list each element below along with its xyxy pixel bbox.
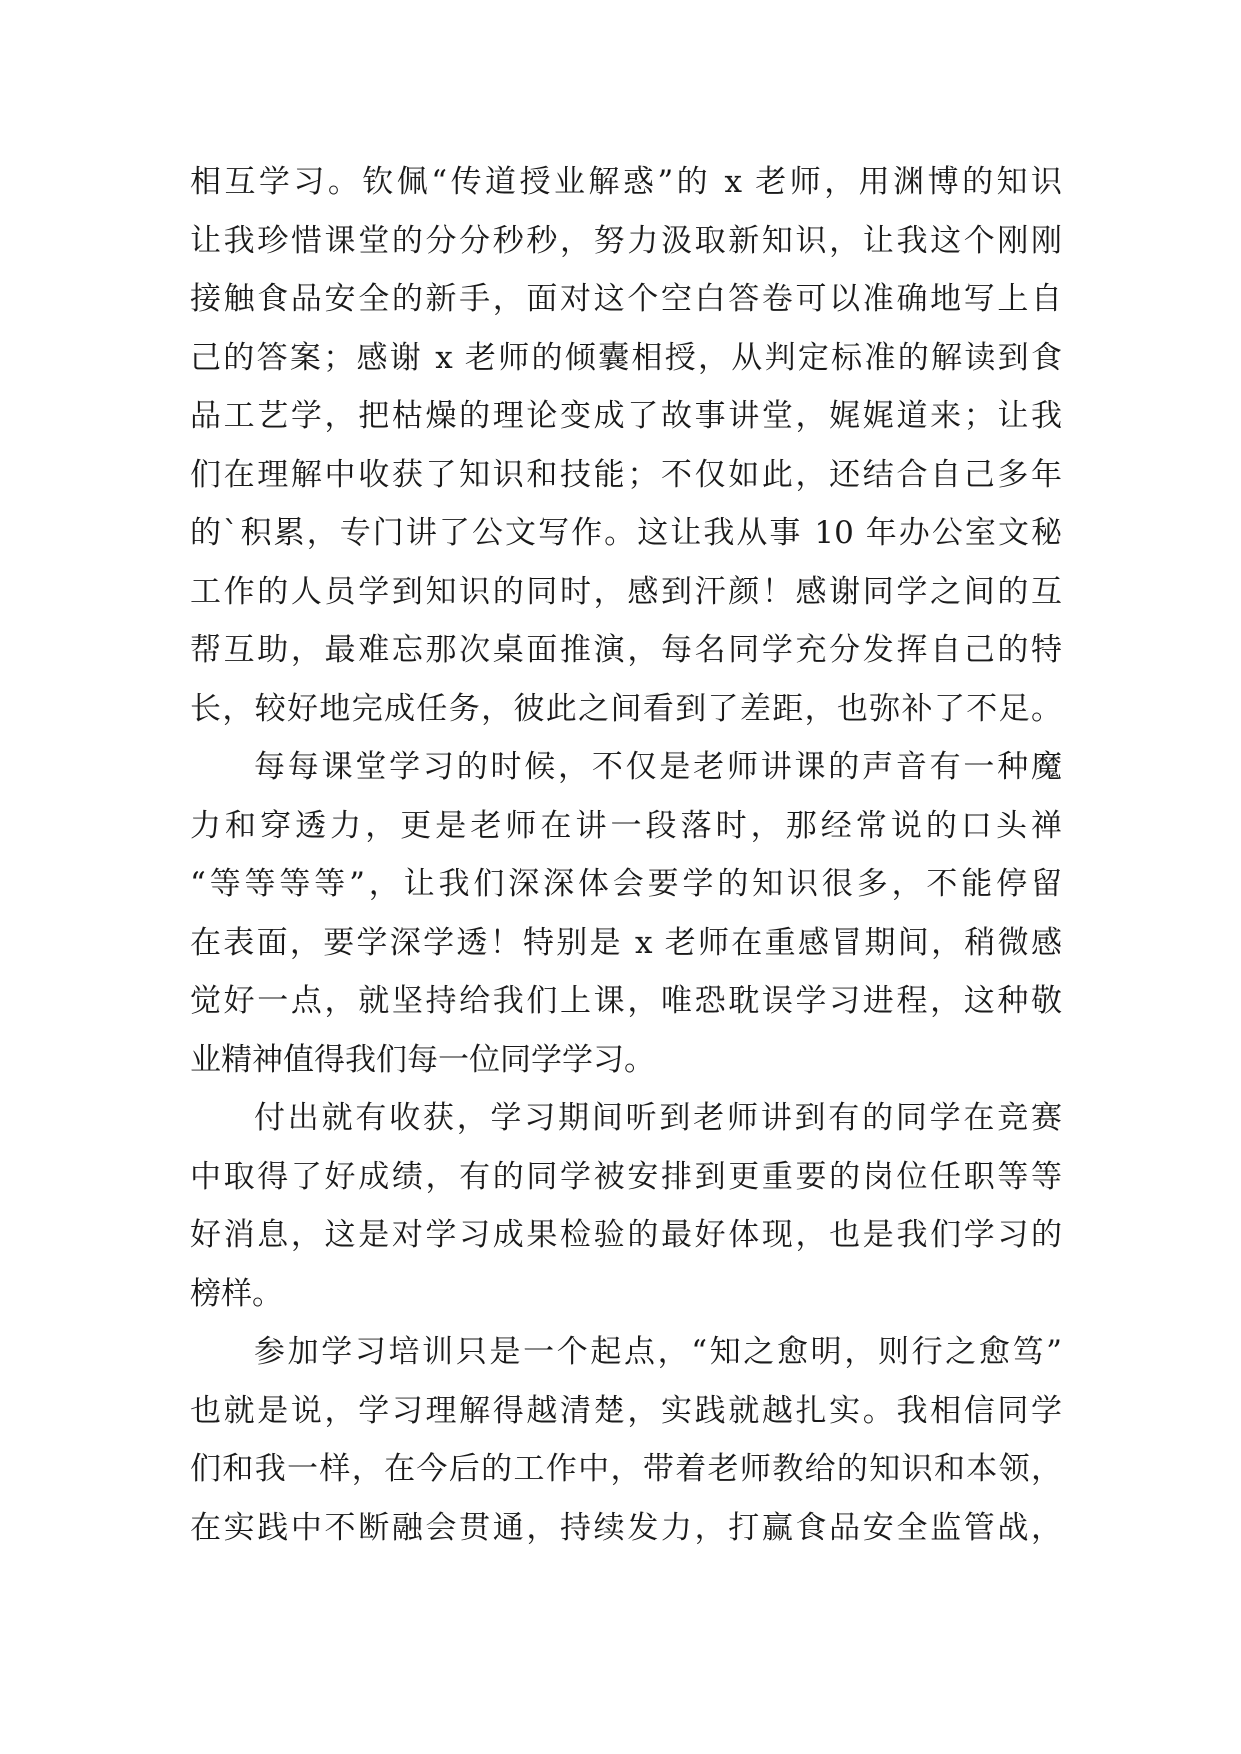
paragraph-end-line: 业精神值得我们每一位同学学习。: [190, 1041, 655, 1078]
text-line: 长，较好地完成任务，彼此之间看到了差距，也弥补了不足。: [190, 690, 1062, 727]
paragraph-start-line: 付出就有收获，学习期间听到老师讲到有的同学在竞赛: [254, 1100, 1062, 1136]
text-line: 己的答案；感谢 x 老师的倾囊相授，从判定标准的解读到食: [190, 339, 1062, 376]
text-line: 品工艺学，把枯燥的理论变成了故事讲堂，娓娓道来；让我: [190, 398, 1062, 434]
text-line: 帮互助，最难忘那次桌面推演，每名同学充分发挥自己的特: [190, 632, 1062, 668]
paragraph-end-line: 榜样。: [190, 1275, 283, 1312]
text-line: 们在理解中收获了知识和技能；不仅如此，还结合自己多年: [190, 456, 1062, 493]
paragraph-start-line: 参加学习培训只是一个起点，“知之愈明，则行之愈笃”: [254, 1334, 1062, 1370]
text-line: 的`积累，专门讲了公文写作。这让我从事 10 年办公室文秘: [190, 515, 1062, 551]
text-line: 在实践中不断融会贯通，持续发力，打赢食品安全监管战，: [190, 1509, 1062, 1546]
text-line: 好消息，这是对学习成果检验的最好体现，也是我们学习的: [190, 1217, 1062, 1253]
text-line: 相互学习。钦佩“传道授业解惑”的 x 老师，用渊博的知识: [190, 164, 1062, 200]
paragraph-start-line: 每每课堂学习的时候，不仅是老师讲课的声音有一种魔: [254, 749, 1062, 785]
text-line: 工作的人员学到知识的同时，感到汗颜！感谢同学之间的互: [190, 573, 1062, 610]
text-line: 觉好一点，就坚持给我们上课，唯恐耽误学习进程，这种敬: [190, 983, 1062, 1019]
text-line: 也就是说，学习理解得越清楚，实践就越扎实。我相信同学: [190, 1392, 1062, 1429]
text-line: 让我珍惜课堂的分分秒秒，努力汲取新知识，让我这个刚刚: [190, 222, 1062, 259]
text-line: “等等等等”，让我们深深体会要学的知识很多，不能停留: [190, 866, 1062, 902]
body-text: [190, 153, 1062, 1557]
text-line: 们和我一样，在今后的工作中，带着老师教给的知识和本领，: [190, 1451, 1062, 1487]
text-line: 力和穿透力，更是老师在讲一段落时，那经常说的口头禅: [190, 807, 1062, 844]
text-line: 接触食品安全的新手，面对这个空白答卷可以准确地写上自: [190, 281, 1062, 317]
text-line: 中取得了好成绩，有的同学被安排到更重要的岗位任职等等: [190, 1158, 1062, 1195]
text-line: 在表面，要学深学透！特别是 x 老师在重感冒期间，稍微感: [190, 924, 1062, 961]
